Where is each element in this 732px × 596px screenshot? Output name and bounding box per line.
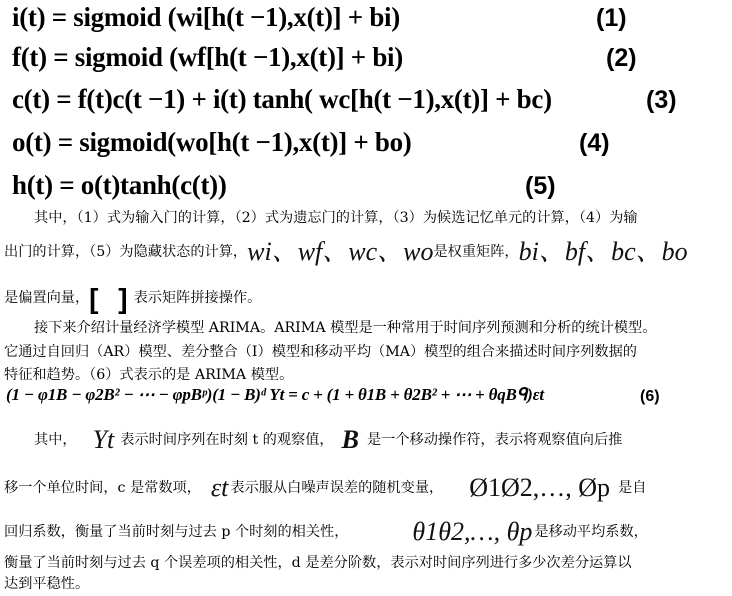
equation-6: (1 − φ1B − φ2B² − ⋯ − φpBᵖ)(1 − B)ᵈ Yt = c + (1 + θ1B + θ2B² + ⋯ + θqBᑫ)εt bbox=[6, 385, 544, 404]
para3-line1-text-b: 表示时间序列在时刻 t 的观察值， bbox=[120, 432, 334, 448]
b-operator-symbol: B bbox=[341, 425, 359, 454]
equation-number-3: (3) bbox=[646, 86, 677, 114]
bias-vectors-symbols: bi、bf、bc、bo bbox=[518, 237, 688, 266]
equation-1: i(t) = sigmoid (wi[h(t −1),x(t)] + bi) bbox=[12, 2, 400, 32]
para2-line2: 它通过自回归（AR）模型、差分整合（I）模型和移动平均（MA）模型的组合来描述时间序列数据的 bbox=[4, 344, 637, 360]
para3-line1-text-c: 是一个移动操作符，表示将观察值向后推 bbox=[366, 432, 623, 448]
concat-bracket-symbol: [ ] bbox=[89, 283, 134, 314]
equation-2: f(t) = sigmoid (wf[h(t −1),x(t)] + bi) bbox=[12, 42, 403, 72]
para1-line3 bbox=[4, 283, 728, 314]
equation-number-4: (4) bbox=[579, 129, 610, 157]
para3-line3-text-b: 是移动平均系数， bbox=[534, 524, 648, 540]
para3-line2-text-b: 表示服从白噪声误差的随机变量， bbox=[230, 480, 444, 496]
para3-line1 bbox=[4, 425, 732, 454]
para3-line4: 衡量了当前时刻与过去 q 个误差项的相关性，d 是差分阶数，表示对时间序列进行多少次差分运算以 bbox=[4, 555, 632, 571]
para3-line2-text-c: 是自 bbox=[618, 480, 647, 496]
theta-coefficients-symbols: θ1θ2,…, θp bbox=[412, 517, 533, 546]
phi-coefficients-symbols: Ø1Ø2,…, Øp bbox=[469, 473, 611, 502]
equation-number-5: (5) bbox=[525, 172, 556, 200]
equation-4: o(t) = sigmoid(wo[h(t −1),x(t)] + bo) bbox=[12, 127, 412, 157]
para2-line3: 特征和趋势。（6）式表示的是 ARIMA 模型。 bbox=[4, 367, 294, 383]
para1-line2 bbox=[4, 237, 728, 266]
equation-5: h(t) = o(t)tanh(c(t)) bbox=[12, 170, 227, 200]
para3-line2 bbox=[4, 473, 728, 502]
para3-line2-text-a: 移一个单位时间，c 是常数项， bbox=[4, 480, 201, 496]
para1-line3-text-a: 是偏置向量， bbox=[4, 290, 90, 306]
equation-number-2: (2) bbox=[606, 44, 637, 72]
para1-line2-text-a: 出门的计算，（5）为隐藏状态的计算， bbox=[4, 244, 248, 260]
equation-number-6: (6) bbox=[640, 388, 660, 405]
para3-line5: 达到平稳性。 bbox=[4, 576, 90, 592]
equation-number-1: (1) bbox=[596, 4, 627, 32]
para3-line1-text-a: 其中， bbox=[34, 432, 77, 448]
epsilon-symbol: εt bbox=[210, 473, 229, 502]
para1-line3-text-b: 表示矩阵拼接操作。 bbox=[133, 290, 262, 306]
para3-line3 bbox=[4, 517, 728, 546]
weight-matrices-symbols: wi、wf、wc、wo bbox=[247, 237, 434, 266]
para3-line3-text-a: 回归系数，衡量了当前时刻与过去 p 个时刻的相关性， bbox=[4, 524, 349, 540]
yt-symbol: Yt bbox=[92, 425, 115, 454]
para1-line1: 其中，（1）式为输入门的计算，（2）式为遗忘门的计算，（3）为候选记忆单元的计算，（4）为输 bbox=[34, 210, 638, 226]
equation-3: c(t) = f(t)c(t −1) + i(t) tanh( wc[h(t −1),x(t)] + bc) bbox=[12, 84, 552, 114]
para1-line2-text-b: 是权重矩阵， bbox=[433, 244, 519, 260]
para2-line1: 接下来介绍计量经济学模型 ARIMA。ARIMA 模型是一种常用于时间序列预测和分析的统计模型。 bbox=[34, 320, 657, 336]
